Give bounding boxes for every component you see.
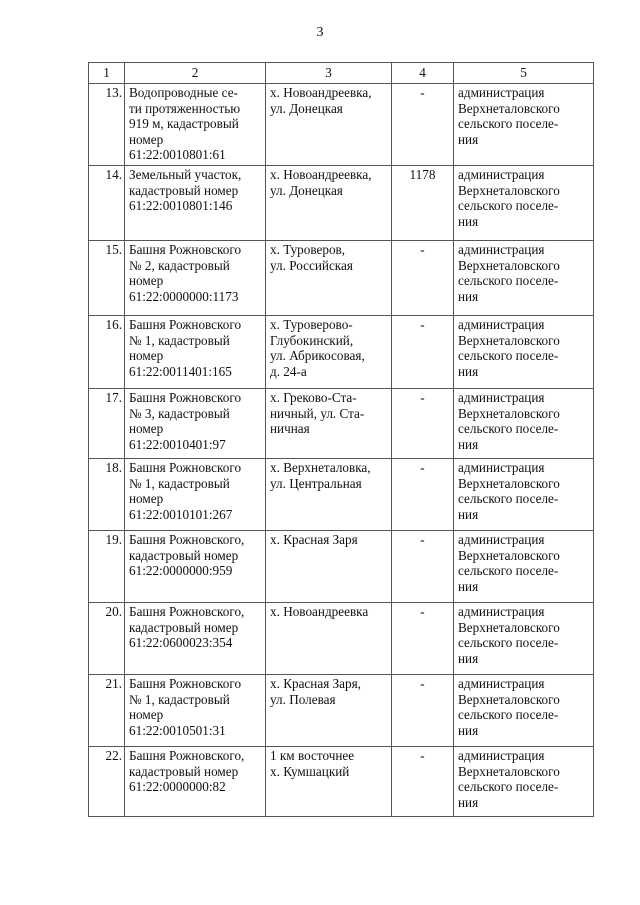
owner-cell-text: администрация Верхнеталовского сельского поселе- ния: [458, 676, 560, 738]
owner-cell-text: администрация Верхнеталовского сельского поселе- ния: [458, 390, 560, 452]
row-number-cell-text: 17.: [105, 390, 122, 405]
row-number-cell-text: 16.: [105, 317, 122, 332]
area-cell-text: -: [420, 85, 425, 100]
object-name-cell-text: Башня Рожновского № 2, кадастровый номер 61:22:0000000:1173: [129, 242, 242, 304]
object-name-cell: [125, 459, 266, 531]
owner-cell: [454, 603, 594, 675]
property-registry-table: [88, 62, 594, 817]
row-number-cell-text: 21.: [105, 676, 122, 691]
table-header-row: [89, 63, 594, 84]
owner-cell: [454, 531, 594, 603]
object-name-cell: [125, 747, 266, 817]
header-cell: 2: [125, 63, 266, 84]
table-row: [89, 531, 594, 603]
row-number-cell: [89, 84, 125, 166]
address-cell-text: х. Новоандреевка, ул. Донецкая: [270, 167, 372, 198]
object-name-cell: [125, 241, 266, 316]
row-number-cell-text: 13.: [105, 85, 122, 100]
page-number: 3: [316, 25, 324, 40]
address-cell-text: х. Новоандреевка: [270, 604, 369, 619]
area-cell-text: -: [420, 460, 425, 475]
owner-cell: [454, 459, 594, 531]
area-cell: [392, 166, 454, 241]
object-name-cell: [125, 316, 266, 389]
area-cell: [392, 241, 454, 316]
object-name-cell-text: Башня Рожновского № 1, кадастровый номер 61:22:0010501:31: [129, 676, 242, 738]
area-cell-text: -: [420, 676, 425, 691]
area-cell: [392, 84, 454, 166]
address-cell-text: х. Верхнеталовка, ул. Центральная: [270, 460, 371, 491]
row-number-cell-text: 18.: [105, 460, 122, 475]
row-number-cell-text: 14.: [105, 167, 122, 182]
address-cell: [266, 84, 392, 166]
object-name-cell: [125, 389, 266, 459]
row-number-cell: [89, 531, 125, 603]
area-cell: [392, 675, 454, 747]
area-cell: [392, 389, 454, 459]
row-number-cell-text: 15.: [105, 242, 122, 257]
area-cell: [392, 316, 454, 389]
header-cell: 5: [454, 63, 594, 84]
object-name-cell-text: Башня Рожновского, кадастровый номер 61:22:0000000:959: [129, 532, 245, 578]
object-name-cell-text: Башня Рожновского, кадастровый номер 61:22:0000000:82: [129, 748, 245, 794]
address-cell-text: х. Туроверово- Глубокинский, ул. Абрикосовая, д. 24-а: [270, 317, 365, 379]
object-name-cell: [125, 675, 266, 747]
area-cell-text: -: [420, 604, 425, 619]
area-cell: [392, 531, 454, 603]
object-name-cell-text: Башня Рожновского № 1, кадастровый номер 61:22:0010101:267: [129, 460, 242, 522]
row-number-cell: [89, 389, 125, 459]
table-row: [89, 747, 594, 817]
area-cell-text: -: [420, 317, 425, 332]
address-cell-text: 1 км восточнее х. Кумшацкий: [270, 748, 355, 779]
header-cell: 1: [89, 63, 125, 84]
table-row: [89, 241, 594, 316]
table-row: [89, 675, 594, 747]
object-name-cell-text: Башня Рожновского № 3, кадастровый номер 61:22:0010401:97: [129, 390, 242, 452]
area-cell: [392, 459, 454, 531]
address-cell-text: х. Красная Заря: [270, 532, 358, 547]
table-row: [89, 389, 594, 459]
owner-cell: [454, 316, 594, 389]
object-name-cell: [125, 531, 266, 603]
owner-cell-text: администрация Верхнеталовского сельского поселе- ния: [458, 242, 560, 304]
object-name-cell-text: Водопроводные се- ти протяженностью 919 м, кадастровый номер 61:22:0010801:61: [129, 85, 241, 162]
row-number-cell-text: 22.: [105, 748, 122, 763]
area-cell-text: -: [420, 242, 425, 257]
row-number-cell: [89, 166, 125, 241]
row-number-cell: [89, 316, 125, 389]
table-row: [89, 459, 594, 531]
table-row: [89, 316, 594, 389]
owner-cell-text: администрация Верхнеталовского сельского поселе- ния: [458, 748, 560, 810]
owner-cell-text: администрация Верхнеталовского сельского поселе- ния: [458, 604, 560, 666]
area-cell-text: -: [420, 532, 425, 547]
address-cell: [266, 603, 392, 675]
owner-cell: [454, 241, 594, 316]
object-name-cell: [125, 84, 266, 166]
table-row: [89, 603, 594, 675]
table-row: [89, 84, 594, 166]
object-name-cell-text: Земельный участок, кадастровый номер 61:22:0010801:146: [129, 167, 242, 213]
owner-cell-text: администрация Верхнеталовского сельского поселе- ния: [458, 532, 560, 594]
owner-cell: [454, 747, 594, 817]
area-cell: [392, 747, 454, 817]
object-name-cell: [125, 603, 266, 675]
address-cell: [266, 531, 392, 603]
address-cell: [266, 459, 392, 531]
object-name-cell-text: Башня Рожновского № 1, кадастровый номер 61:22:0011401:165: [129, 317, 242, 379]
address-cell: [266, 316, 392, 389]
row-number-cell: [89, 603, 125, 675]
address-cell-text: х. Красная Заря, ул. Полевая: [270, 676, 361, 707]
owner-cell: [454, 675, 594, 747]
address-cell: [266, 166, 392, 241]
address-cell-text: х. Греково-Ста- ничный, ул. Ста- ничная: [270, 390, 365, 436]
area-cell-text: -: [420, 390, 425, 405]
row-number-cell: [89, 459, 125, 531]
owner-cell: [454, 166, 594, 241]
owner-cell-text: администрация Верхнеталовского сельского поселе- ния: [458, 460, 560, 522]
row-number-cell: [89, 675, 125, 747]
owner-cell: [454, 389, 594, 459]
row-number-cell-text: 20.: [105, 604, 122, 619]
address-cell: [266, 675, 392, 747]
header-cell: 3: [266, 63, 392, 84]
address-cell: [266, 747, 392, 817]
area-cell-text: 1178: [409, 167, 436, 182]
address-cell: [266, 389, 392, 459]
table-row: [89, 166, 594, 241]
address-cell: [266, 241, 392, 316]
area-cell-text: -: [420, 748, 425, 763]
object-name-cell: [125, 166, 266, 241]
owner-cell: [454, 84, 594, 166]
row-number-cell-text: 19.: [105, 532, 122, 547]
row-number-cell: [89, 241, 125, 316]
address-cell-text: х. Новоандреевка, ул. Донецкая: [270, 85, 372, 116]
owner-cell-text: администрация Верхнеталовского сельского поселе- ния: [458, 85, 560, 147]
owner-cell-text: администрация Верхнеталовского сельского поселе- ния: [458, 317, 560, 379]
header-cell: 4: [392, 63, 454, 84]
area-cell: [392, 603, 454, 675]
owner-cell-text: администрация Верхнеталовского сельского поселе- ния: [458, 167, 560, 229]
object-name-cell-text: Башня Рожновского, кадастровый номер 61:22:0600023:354: [129, 604, 245, 650]
address-cell-text: х. Туроверов, ул. Российская: [270, 242, 353, 273]
row-number-cell: [89, 747, 125, 817]
